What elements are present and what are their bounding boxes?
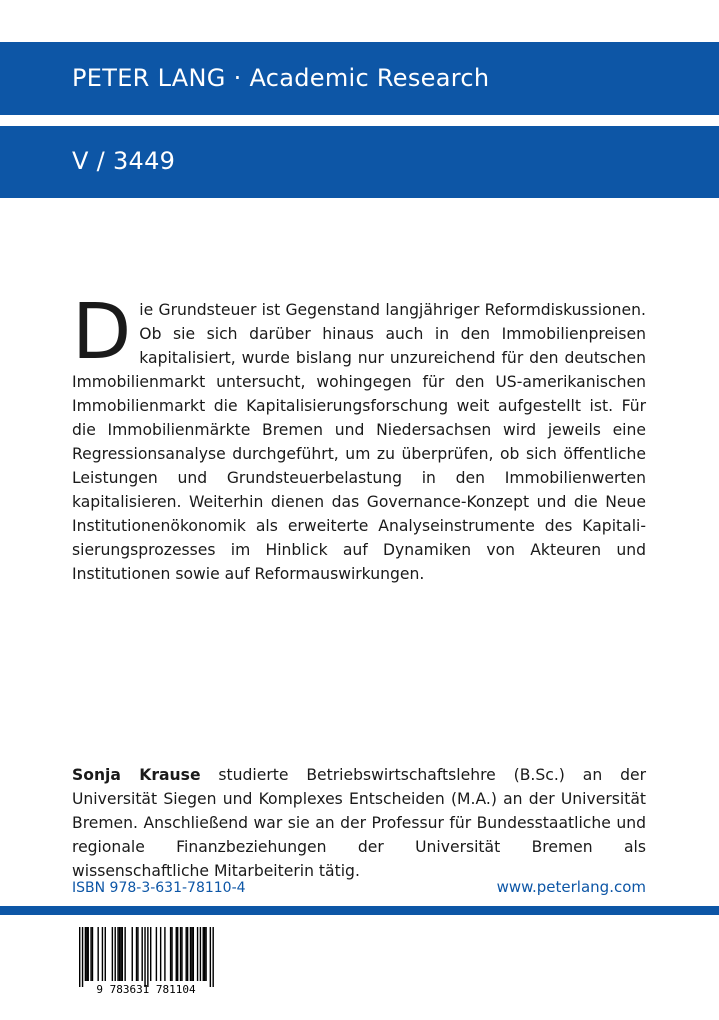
barcode-bar: [132, 927, 133, 981]
barcode-bar: [170, 927, 171, 981]
barcode-bar: [122, 927, 123, 981]
barcode-bar: [112, 927, 113, 981]
barcode-bar: [186, 927, 187, 981]
header-band: [0, 42, 719, 115]
barcode-bar: [97, 927, 98, 981]
abstract-body: ie Grundsteuer ist Gegenstand langjähriger Reformdiskussionen. Ob sie sich darüber hinaus auch in den Immobilienpreisen kapitalisiert, wurde bislang nur unzureichend für den deutschen Immobilienmarkt untersucht, wohingegen für den US-amerikanischen Immobilienmarkt die Kapitalisierungsforschung weit aufgestellt ist. Für die Immobilienmärkte Bremen und Niedersachsen wird jeweils eine Regressionsanalyse durchgeführt, um zu überprüfen, ob sich öffentliche Leistungen und Grundsteuerbelastung in den Immobilienwerten kapitalisieren. Weiterhin dienen das Governance-Konzept und die Neue Institutionenökonomik als erweiterte Analyseinstrumente des Kapitalisierungsprozesses im Hinblick auf Dynamiken von Akteuren und Institutionen sowie auf Reformauswirkungen.: [72, 301, 646, 583]
barcode-bar: [86, 927, 87, 981]
author-bio-text: studierte Betriebswirtschaftslehre (B.Sc.) an der Universität Siegen und Komplexes Entscheiden (M.A.) an der Universität Bremen. Anschließend war sie an der Professur für Bundesstaatliche und regionale Finanzbeziehungen der Universität Bremen als wissenschaftliche Mitarbeiterin tätig.: [72, 766, 646, 880]
barcode-bar: [200, 927, 201, 981]
barcode-bar: [176, 927, 177, 981]
barcode-bar: [191, 927, 192, 981]
barcode-bar: [102, 927, 103, 981]
barcode-bar: [119, 927, 120, 981]
barcode-digits: 9 783631 781104: [96, 983, 196, 996]
barcode-bar: [82, 927, 83, 987]
barcode-bar: [197, 927, 198, 981]
abstract-text: [72, 288, 646, 586]
website-link[interactable]: www.peterlang.com: [496, 878, 646, 896]
barcode-bar: [88, 927, 89, 981]
barcode-bar: [180, 927, 181, 981]
barcode-bar: [177, 927, 178, 981]
volume-number: V / 3449: [72, 147, 176, 175]
barcode-bar: [92, 927, 93, 981]
barcode-bar: [144, 927, 145, 987]
barcode-bar: [181, 927, 182, 981]
author-name: Sonja Krause: [72, 766, 201, 784]
barcode-bar: [141, 927, 142, 981]
barcode-bar: [90, 927, 91, 981]
isbn-label: ISBN 978-3-631-78110-4: [72, 880, 246, 896]
barcode-bar: [85, 927, 86, 981]
barcode-bar: [117, 927, 118, 981]
barcode-bar: [105, 927, 106, 981]
barcode-bar: [212, 927, 213, 987]
barcode-bar: [120, 927, 121, 981]
barcode-bar: [193, 927, 194, 981]
barcode-bar: [190, 927, 191, 981]
barcode-bar: [124, 927, 125, 981]
volume-band: [0, 126, 719, 198]
barcode-bar: [204, 927, 205, 981]
barcode-bar: [203, 927, 204, 981]
barcode-bar: [136, 927, 137, 981]
barcode-bar: [205, 927, 206, 981]
barcode-bar: [147, 927, 148, 987]
barcode-bar: [156, 927, 157, 981]
barcode-bar: [150, 927, 151, 981]
drop-cap: D: [72, 288, 132, 377]
barcode-bar: [137, 927, 138, 981]
barcode-bar: [79, 927, 80, 987]
barcode-bar: [164, 927, 165, 981]
barcode-bar: [171, 927, 172, 981]
barcode-bar: [187, 927, 188, 981]
footer-band: [0, 906, 719, 915]
barcode-bar: [210, 927, 211, 987]
author-bio: [72, 763, 646, 883]
series-title: PETER LANG · Academic Research: [72, 64, 490, 92]
barcode: [72, 925, 220, 997]
barcode-bar: [115, 927, 116, 981]
barcode-bar: [160, 927, 161, 981]
